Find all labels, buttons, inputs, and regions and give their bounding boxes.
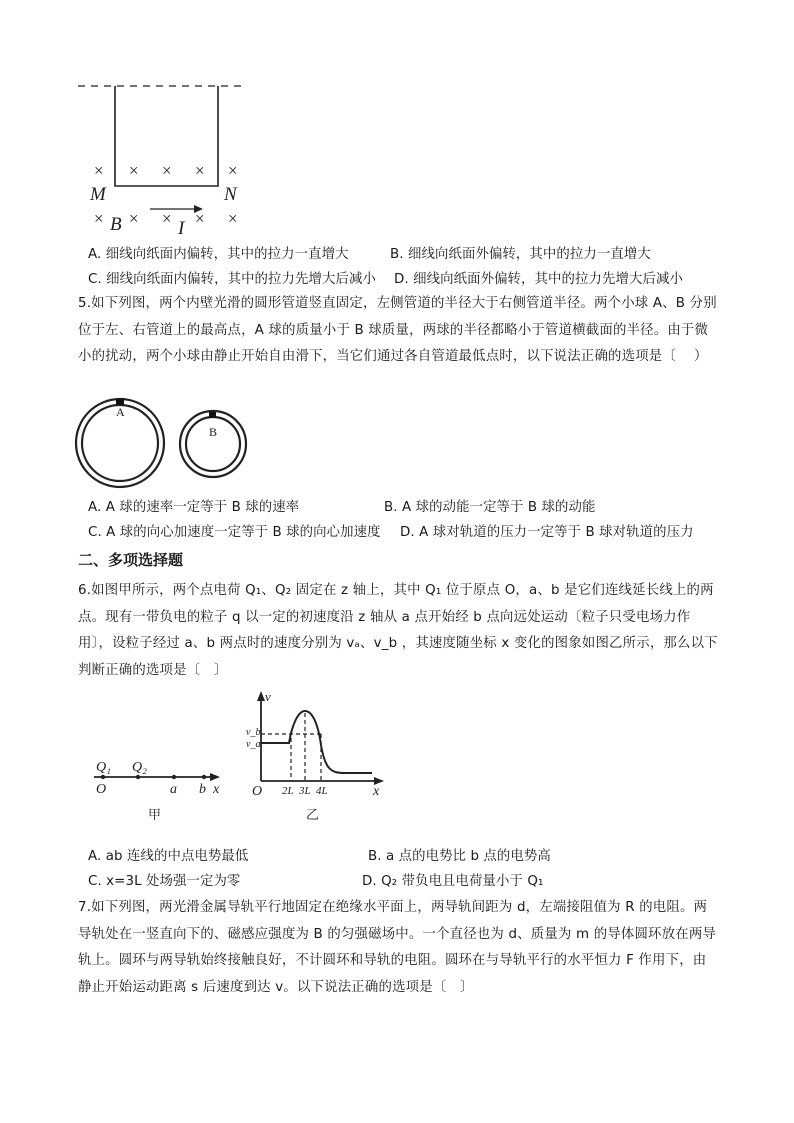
- q5-option-b: B. A 球的动能一定等于 B 球的动能: [384, 500, 596, 515]
- q6-stem: 6.如图甲所示，两个点电荷 Q₁、Q₂ 固定在 z 轴上，其中 Q₁ 位于原点 O，a、b 是它们连线延长线上的两点。现有一带负电的粒子 q 以一定的初速度沿 z 轴从 a 点开始经 b 点向远处运动〔粒子只受电场力作用〕，设粒子经过 a、b 两点时的速度分别为 vₐ、v_b ，其速度随坐标 x 变化的图象如图乙所示，那么以下判断正确的选项是〔 〕: [78, 583, 718, 678]
- label-vb: v_b: [246, 727, 261, 738]
- v-axis-arrow: [257, 691, 265, 701]
- cross-mark: ×: [129, 209, 139, 228]
- label-a: A: [116, 405, 125, 419]
- q5-stem: 5.如下列图，两个内壁光滑的圆形管道竖直固定，左侧管道的半径大于右侧管道半径。两个小球 A、B 分别位于左、右管道上的最高点，A 球的质量小于 B 球质量，两球的半径都略小于管道横截面的半径。由于微小的扰动，两个小球由静止开始自由滑下，当它们通过各自管道最低点时，以下说法正确的选项是〔 ）: [78, 296, 717, 364]
- q4-option-b: B. 细线向纸面外偏转，其中的拉力一直增大: [390, 247, 651, 262]
- tick-2l: 2L: [282, 785, 294, 797]
- q5-option-c: C. A 球的向心加速度一定等于 B 球的向心加速度: [88, 525, 381, 540]
- cross-mark: ×: [129, 161, 139, 180]
- point-b: [202, 775, 206, 779]
- label-n: N: [224, 184, 237, 205]
- q6-option-d: D. Q₂ 带负电且电荷量小于 Q₁: [362, 874, 544, 889]
- cross-mark: ×: [94, 209, 104, 228]
- velocity-curve: [261, 711, 372, 773]
- q7-stem: 7.如下列图，两光滑金属导轨平行地固定在绝缘水平面上，两导轨间距为 d，左端接阻值为 R 的电阻。两导轨处在一竖直向下的、磁感应强度为 B 的匀强磁场中。一个直径也为 d、质量为 m 的导体圆环放在两导轨上。圆环与两导轨始终接触良好，不计圆环和导轨的电阻。圆环在与导轨平行的水平恒力 F 作用下，由静止开始运动距离 s 后速度到达 v。以下说法正确的选项是〔 〕: [78, 900, 717, 995]
- tick-4l: 4L: [316, 785, 328, 797]
- tick-3l: 3L: [299, 785, 311, 797]
- label-o-yi: O: [252, 784, 263, 799]
- charge-q2: [136, 775, 140, 779]
- label-b: b: [199, 782, 206, 797]
- label-v: v: [265, 689, 271, 704]
- q4-option-a: A. 细线向纸面内偏转，其中的拉力一直增大: [88, 247, 349, 262]
- label-q1: Q₁: [96, 760, 111, 775]
- label-b: B: [110, 214, 122, 235]
- figure-jia: [94, 760, 220, 822]
- q6-figure: [76, 685, 396, 837]
- cross-mark: ×: [228, 161, 238, 180]
- figure-yi: [246, 689, 384, 822]
- label-b: B: [209, 425, 218, 439]
- cross-mark: ×: [195, 161, 205, 180]
- q4-option-d: D. 细线向纸面外偏转，其中的拉力先增大后减小: [394, 272, 683, 287]
- right-pipe-outer: [180, 411, 246, 477]
- label-x: x: [213, 782, 220, 797]
- q6-option-c: C. x=3L 处场强一定为零: [88, 874, 241, 889]
- q5-option-a: A. A 球的速率一定等于 B 球的速率: [88, 500, 300, 515]
- q5-option-d: D. A 球对轨道的压力一定等于 B 球对轨道的压力: [400, 525, 694, 540]
- label-x-yi: x: [373, 784, 380, 799]
- q4-option-c: C. 细线向纸面内偏转，其中的拉力先增大后减小: [88, 272, 376, 287]
- caption-jia: 甲: [148, 807, 162, 822]
- section-heading: 二、多项选择题: [78, 551, 184, 569]
- label-m: M: [90, 184, 106, 205]
- cross-mark: ×: [228, 209, 238, 228]
- q6-option-b: B. a 点的电势比 b 点的电势高: [368, 849, 551, 864]
- cross-mark: ×: [195, 209, 205, 228]
- cross-mark: ×: [162, 161, 172, 180]
- label-a: a: [170, 782, 177, 797]
- label-i: I: [178, 218, 185, 239]
- ball-b: [209, 412, 216, 418]
- point-a: [172, 775, 176, 779]
- caption-yi: 乙: [306, 807, 320, 822]
- cross-mark: ×: [94, 161, 104, 180]
- label-o: O: [96, 782, 107, 797]
- q6-option-a: A. ab 连线的中点电势最低: [88, 849, 249, 864]
- label-q2: Q₂: [132, 760, 147, 775]
- q4-figure: [70, 72, 270, 242]
- q5-figure: [74, 396, 254, 496]
- charge-q1: [101, 775, 105, 779]
- x-axis-jia-arrow: [210, 773, 220, 781]
- label-va: v_a: [246, 739, 261, 750]
- cross-mark: ×: [162, 209, 172, 228]
